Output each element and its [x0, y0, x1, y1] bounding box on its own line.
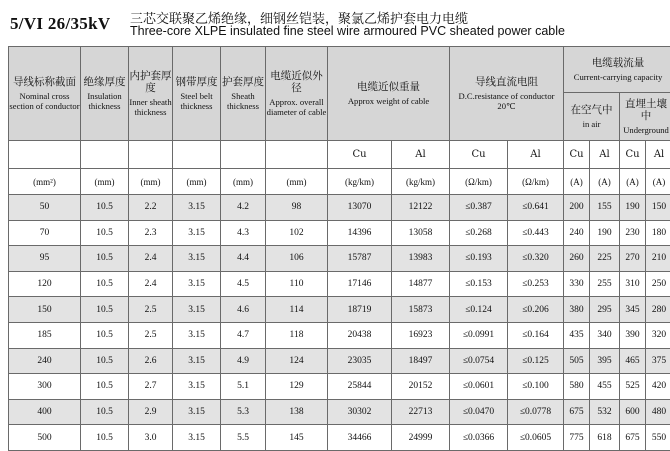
header-sheath: 护套厚度 Sheath thickness: [221, 47, 266, 141]
table-row: [9, 297, 670, 323]
subheader-res-cu: Cu: [450, 141, 508, 169]
document-title: [8, 6, 668, 46]
header-resistance: 导线直流电阻 D.C.resistance of conductor 20℃: [450, 47, 564, 141]
unit-res-al: (Ω/km): [508, 169, 564, 195]
cell-ug-al: 250: [646, 271, 670, 297]
cell-w-cu: 34466: [328, 425, 392, 451]
cell-section: 400: [9, 399, 81, 425]
cell-inner: 2.9: [129, 399, 173, 425]
cell-sheath: 4.5: [221, 271, 266, 297]
cell-r-al: ≤0.0778: [508, 399, 564, 425]
cell-ug-al: 210: [646, 246, 670, 272]
cell-w-al: 22713: [392, 399, 450, 425]
cell-ug-cu: 345: [620, 297, 646, 323]
unit-cross-section: (mm²): [9, 169, 81, 195]
cell-w-cu: 23035: [328, 348, 392, 374]
cell-sheath: 4.6: [221, 297, 266, 323]
cell-ug-al: 280: [646, 297, 670, 323]
cell-insulation: 10.5: [81, 297, 129, 323]
cell-diameter: 124: [266, 348, 328, 374]
subheader-weight-al: Al: [392, 141, 450, 169]
subheader-ug-cu: Cu: [620, 141, 646, 169]
cell-w-al: 18497: [392, 348, 450, 374]
cell-section: 95: [9, 246, 81, 272]
cell-w-cu: 15787: [328, 246, 392, 272]
table-row: [9, 425, 670, 451]
cell-air-al: 190: [590, 220, 620, 246]
cell-insulation: 10.5: [81, 425, 129, 451]
table-row: [9, 271, 670, 297]
cell-air-al: 618: [590, 425, 620, 451]
cell-air-cu: 330: [564, 271, 590, 297]
header-inner-sheath: 内护套厚度 Inner sheath thickness: [129, 47, 173, 141]
cell-r-cu: ≤0.193: [450, 246, 508, 272]
cell-steel: 3.15: [173, 425, 221, 451]
header-cross-section: 导线标称截面 Nominal cross section of conductor: [9, 47, 81, 141]
cell-diameter: 129: [266, 374, 328, 400]
cell-air-cu: 505: [564, 348, 590, 374]
cell-inner: 2.4: [129, 271, 173, 297]
cell-steel: 3.15: [173, 195, 221, 221]
cell-r-al: ≤0.320: [508, 246, 564, 272]
table-row: [9, 399, 670, 425]
cell-air-cu: 240: [564, 220, 590, 246]
cell-air-al: 395: [590, 348, 620, 374]
cell-r-al: ≤0.253: [508, 271, 564, 297]
cell-diameter: 110: [266, 271, 328, 297]
table-row: [9, 220, 670, 246]
cell-r-cu: ≤0.0470: [450, 399, 508, 425]
unit-res-cu: (Ω/km): [450, 169, 508, 195]
cell-r-al: ≤0.125: [508, 348, 564, 374]
table-row: [9, 195, 670, 221]
cell-air-al: 255: [590, 271, 620, 297]
table-row: [9, 322, 670, 348]
cell-air-al: 455: [590, 374, 620, 400]
cell-inner: 2.2: [129, 195, 173, 221]
cell-sheath: 5.1: [221, 374, 266, 400]
cell-inner: 2.5: [129, 297, 173, 323]
cell-ug-cu: 230: [620, 220, 646, 246]
cell-r-al: ≤0.164: [508, 322, 564, 348]
cell-air-cu: 260: [564, 246, 590, 272]
table-row: [9, 374, 670, 400]
cell-air-al: 295: [590, 297, 620, 323]
cell-air-cu: 435: [564, 322, 590, 348]
cell-steel: 3.15: [173, 220, 221, 246]
cell-sheath: 5.3: [221, 399, 266, 425]
unit-sheath: (mm): [221, 169, 266, 195]
cell-diameter: 98: [266, 195, 328, 221]
cell-air-al: 155: [590, 195, 620, 221]
cell-insulation: 10.5: [81, 374, 129, 400]
voltage-code: 5/VI 26/35kV: [10, 14, 110, 34]
unit-diameter: (mm): [266, 169, 328, 195]
header-current: 电缆载流量 Current-carrying capacity: [564, 47, 670, 93]
cell-sheath: 4.4: [221, 246, 266, 272]
header-weight: 电缆近似重量 Approx weight of cable: [328, 47, 450, 141]
cell-w-cu: 14396: [328, 220, 392, 246]
cell-ug-cu: 390: [620, 322, 646, 348]
cell-air-cu: 200: [564, 195, 590, 221]
cell-section: 240: [9, 348, 81, 374]
table-row: [9, 348, 670, 374]
header-diameter: 电缆近似外径 Approx. overall diameter of cable: [266, 47, 328, 141]
cell-insulation: 10.5: [81, 399, 129, 425]
cell-r-al: ≤0.100: [508, 374, 564, 400]
cell-r-al: ≤0.641: [508, 195, 564, 221]
cell-inner: 2.3: [129, 220, 173, 246]
cable-spec-table: [8, 46, 670, 451]
cell-w-al: 24999: [392, 425, 450, 451]
unit-air-al: (A): [590, 169, 620, 195]
cell-steel: 3.15: [173, 374, 221, 400]
cell-r-cu: ≤0.124: [450, 297, 508, 323]
cell-ug-cu: 600: [620, 399, 646, 425]
table-row: [9, 246, 670, 272]
unit-inner-sheath: (mm): [129, 169, 173, 195]
cell-w-al: 13983: [392, 246, 450, 272]
cell-steel: 3.15: [173, 297, 221, 323]
cell-insulation: 10.5: [81, 348, 129, 374]
cell-steel: 3.15: [173, 399, 221, 425]
cell-sheath: 5.5: [221, 425, 266, 451]
cell-w-cu: 18719: [328, 297, 392, 323]
subheader-air-cu: Cu: [564, 141, 590, 169]
cell-ug-cu: 310: [620, 271, 646, 297]
cell-r-cu: ≤0.0601: [450, 374, 508, 400]
cell-air-cu: 775: [564, 425, 590, 451]
cell-sheath: 4.3: [221, 220, 266, 246]
cell-inner: 2.4: [129, 246, 173, 272]
header-in-air: 在空气中 in air: [564, 93, 620, 141]
cell-ug-cu: 190: [620, 195, 646, 221]
subheader-weight-cu: Cu: [328, 141, 392, 169]
cell-w-al: 13058: [392, 220, 450, 246]
cell-r-cu: ≤0.0366: [450, 425, 508, 451]
cell-diameter: 138: [266, 399, 328, 425]
cell-insulation: 10.5: [81, 195, 129, 221]
cell-ug-al: 375: [646, 348, 670, 374]
cell-section: 150: [9, 297, 81, 323]
cell-diameter: 118: [266, 322, 328, 348]
cell-steel: 3.15: [173, 322, 221, 348]
cell-r-cu: ≤0.0754: [450, 348, 508, 374]
cell-diameter: 106: [266, 246, 328, 272]
cell-ug-al: 480: [646, 399, 670, 425]
cell-steel: 3.15: [173, 271, 221, 297]
cell-section: 50: [9, 195, 81, 221]
cell-ug-al: 320: [646, 322, 670, 348]
cell-steel: 3.15: [173, 348, 221, 374]
cell-ug-cu: 525: [620, 374, 646, 400]
cell-ug-al: 420: [646, 374, 670, 400]
cell-air-al: 225: [590, 246, 620, 272]
cell-r-cu: ≤0.268: [450, 220, 508, 246]
cell-insulation: 10.5: [81, 271, 129, 297]
cell-w-cu: 17146: [328, 271, 392, 297]
subheader-air-al: Al: [590, 141, 620, 169]
cell-ug-cu: 675: [620, 425, 646, 451]
cell-air-al: 532: [590, 399, 620, 425]
cell-inner: 3.0: [129, 425, 173, 451]
cell-ug-cu: 270: [620, 246, 646, 272]
cell-r-al: ≤0.443: [508, 220, 564, 246]
cell-ug-al: 150: [646, 195, 670, 221]
cell-w-al: 14877: [392, 271, 450, 297]
cell-w-cu: 30302: [328, 399, 392, 425]
cell-section: 300: [9, 374, 81, 400]
cell-r-cu: ≤0.153: [450, 271, 508, 297]
cell-inner: 2.7: [129, 374, 173, 400]
title-english: Three-core XLPE insulated fine steel wire armoured PVC sheated power cable: [130, 24, 565, 38]
cell-w-cu: 20438: [328, 322, 392, 348]
header-steel-belt: 钢带厚度 Steel belt thickness: [173, 47, 221, 141]
cell-ug-cu: 465: [620, 348, 646, 374]
cell-insulation: 10.5: [81, 220, 129, 246]
cell-steel: 3.15: [173, 246, 221, 272]
cell-insulation: 10.5: [81, 322, 129, 348]
cell-r-cu: ≤0.0991: [450, 322, 508, 348]
header-underground: 直埋土壤中 Underground: [620, 93, 670, 141]
subheader-ug-al: Al: [646, 141, 670, 169]
cell-w-al: 20152: [392, 374, 450, 400]
cell-ug-al: 550: [646, 425, 670, 451]
cell-r-al: ≤0.206: [508, 297, 564, 323]
cell-w-al: 16923: [392, 322, 450, 348]
cell-inner: 2.6: [129, 348, 173, 374]
cell-section: 70: [9, 220, 81, 246]
cell-sheath: 4.2: [221, 195, 266, 221]
unit-insulation: (mm): [81, 169, 129, 195]
unit-air-cu: (A): [564, 169, 590, 195]
subheader-res-al: Al: [508, 141, 564, 169]
cell-diameter: 114: [266, 297, 328, 323]
cell-ug-al: 180: [646, 220, 670, 246]
cell-air-cu: 380: [564, 297, 590, 323]
cell-sheath: 4.9: [221, 348, 266, 374]
cell-section: 120: [9, 271, 81, 297]
cell-air-cu: 580: [564, 374, 590, 400]
unit-ug-cu: (A): [620, 169, 646, 195]
cell-section: 185: [9, 322, 81, 348]
cell-r-al: ≤0.0605: [508, 425, 564, 451]
unit-weight-cu: (kg/km): [328, 169, 392, 195]
cell-w-al: 12122: [392, 195, 450, 221]
cell-diameter: 145: [266, 425, 328, 451]
cell-w-cu: 25844: [328, 374, 392, 400]
cell-w-al: 15873: [392, 297, 450, 323]
title-chinese: 三芯交联聚乙烯绝缘，细钢丝铠装，聚氯乙烯护套电力电缆: [130, 8, 468, 27]
unit-ug-al: (A): [646, 169, 670, 195]
header-insulation: 绝缘厚度 Insulation thickness: [81, 47, 129, 141]
cell-section: 500: [9, 425, 81, 451]
cell-w-cu: 13070: [328, 195, 392, 221]
cell-inner: 2.5: [129, 322, 173, 348]
cell-r-cu: ≤0.387: [450, 195, 508, 221]
cell-air-cu: 675: [564, 399, 590, 425]
cell-sheath: 4.7: [221, 322, 266, 348]
unit-weight-al: (kg/km): [392, 169, 450, 195]
cell-diameter: 102: [266, 220, 328, 246]
cell-insulation: 10.5: [81, 246, 129, 272]
cell-air-al: 340: [590, 322, 620, 348]
unit-steel-belt: (mm): [173, 169, 221, 195]
